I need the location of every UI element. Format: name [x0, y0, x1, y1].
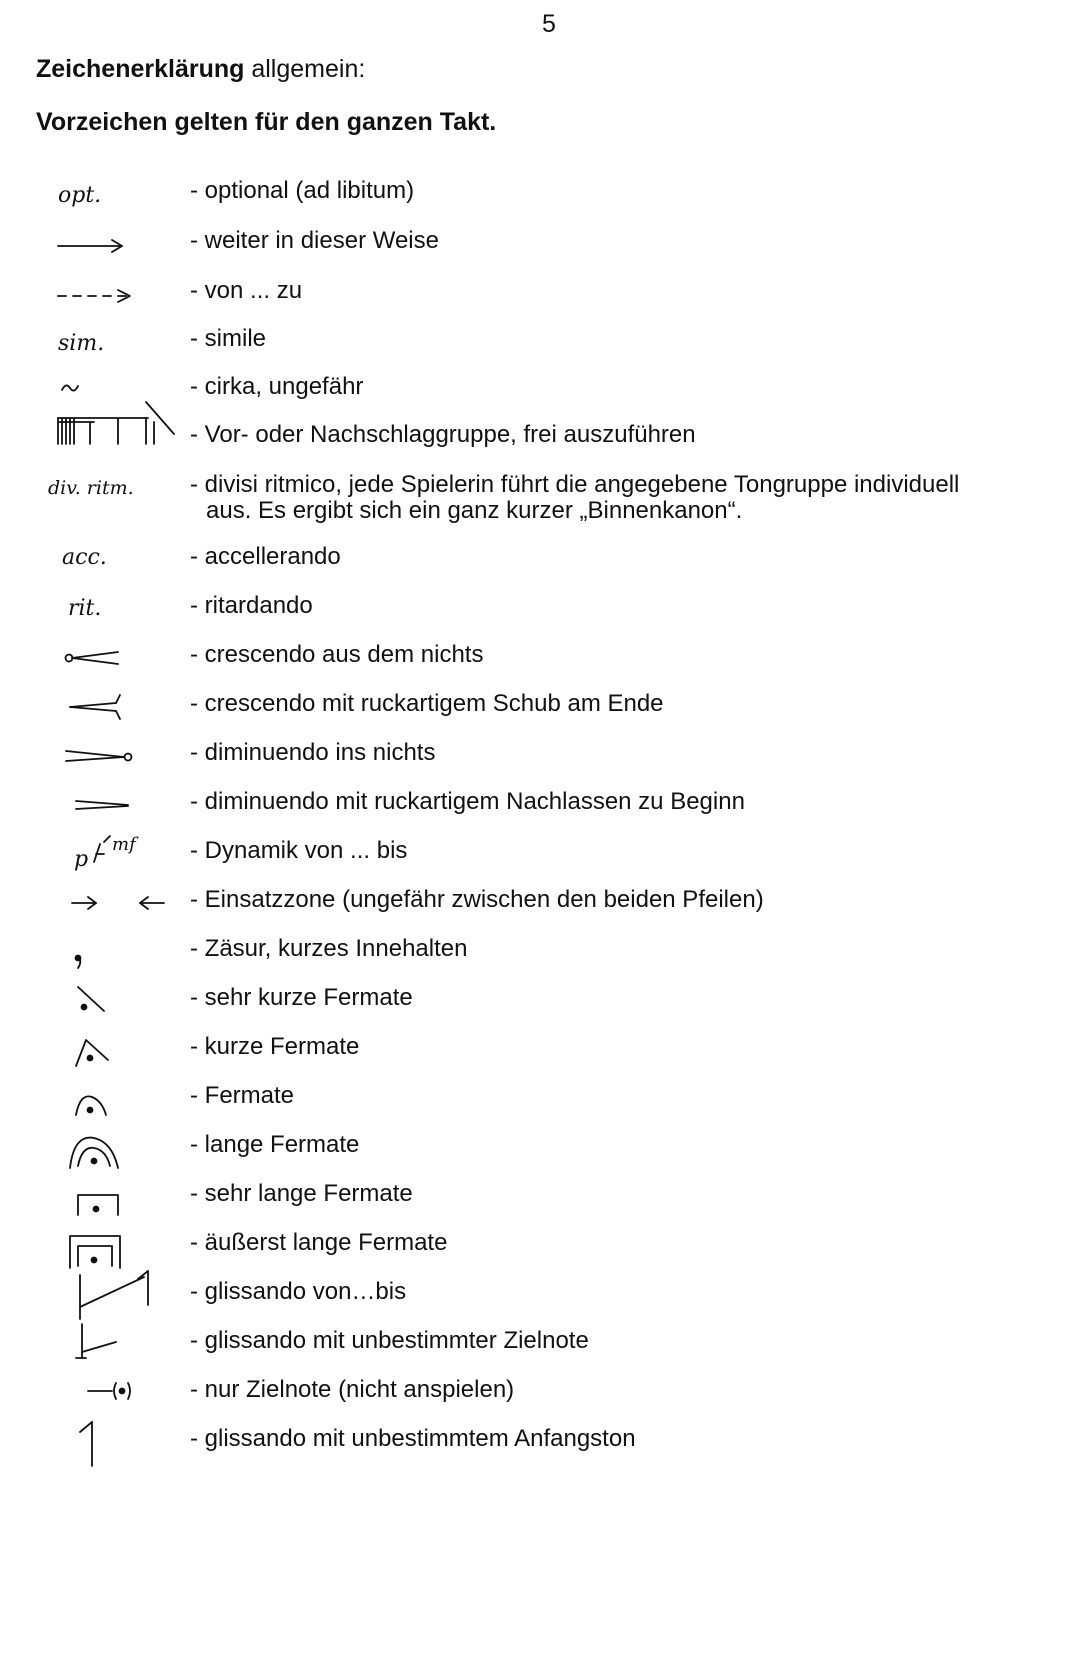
divisi-symbol [50, 464, 200, 512]
legend-text: - glissando mit unbestimmtem Anfangston [190, 1425, 636, 1452]
dynamic-range-icon [50, 830, 200, 878]
legend-text: - Zäsur, kurzes Innehalten [190, 935, 468, 962]
accelerando-symbol [50, 536, 200, 584]
legend-text: - Einsatzzone (ungefähr zwischen den beiden Pfeilen) [190, 886, 764, 913]
legend-text: - ritardando [190, 592, 313, 619]
ritardando-symbol [50, 585, 200, 633]
fermata-icon [50, 1075, 200, 1123]
arrow-right-icon [50, 220, 200, 268]
optional-symbol [50, 170, 200, 218]
legend-text-continued: aus. Es ergibt sich ein ganz kurzer „Binnenkanon“. [206, 497, 743, 524]
dashed-arrow-icon [50, 270, 200, 318]
short-fermata-icon [50, 1026, 200, 1074]
legend-text: - diminuendo ins nichts [190, 739, 436, 766]
glissando-from-to-icon [50, 1271, 200, 1319]
legend-text: - nur Zielnote (nicht anspielen) [190, 1376, 515, 1403]
legend-text: - sehr lange Fermate [190, 1180, 413, 1207]
legend-text: - optional (ad libitum) [190, 177, 415, 204]
acc-text: acc. [62, 545, 107, 570]
legend-text: - kurze Fermate [190, 1033, 360, 1060]
title-rest: allgemein: [244, 55, 366, 83]
legend-text: - divisi ritmico, jede Spielerin führt die angegebene Tongruppe individuell [190, 471, 960, 498]
diminuendo-to-nothing-icon [50, 732, 200, 780]
legend-text: - glissando mit unbestimmter Zielnote [190, 1327, 589, 1354]
very-long-fermata-icon [50, 1173, 200, 1221]
legend-text: - äußerst lange Fermate [190, 1229, 448, 1256]
simile-symbol [50, 318, 200, 366]
legend-text: - Vor- oder Nachschlaggruppe, frei auszuführen [190, 421, 696, 448]
sim-text: sim. [58, 331, 105, 356]
subtitle: Vorzeichen gelten für den ganzen Takt. [36, 108, 497, 136]
legend-text: - simile [190, 325, 266, 352]
legend-text: - diminuendo mit ruckartigem Nachlassen zu Beginn [190, 788, 745, 815]
glissando-undetermined-target-icon [50, 1320, 200, 1368]
legend-text: - glissando von…bis [190, 1278, 407, 1305]
legend-text: - cirka, ungefähr [190, 373, 364, 400]
grace-group-icon [50, 414, 200, 462]
legend-text: - sehr kurze Fermate [190, 984, 413, 1011]
long-fermata-icon [50, 1124, 200, 1172]
extremely-long-fermata-icon [50, 1222, 200, 1270]
legend-text: - von ... zu [190, 277, 303, 304]
legend-text: - crescendo aus dem nichts [190, 641, 484, 668]
div-text: div. ritm. [48, 477, 134, 499]
crescendo-from-nothing-icon [50, 634, 200, 682]
diminuendo-sudden-icon [50, 781, 200, 829]
entry-zone-icon [50, 879, 200, 927]
legend-text: - weiter in dieser Weise [190, 227, 439, 254]
caesura-icon [50, 928, 200, 976]
very-short-fermata-icon [50, 977, 200, 1025]
opt-text: opt. [58, 183, 102, 208]
legend-text: - accellerando [190, 543, 341, 570]
legend-text: - Dynamik von ... bis [190, 837, 408, 864]
legend-text: - crescendo mit ruckartigem Schub am Ende [190, 690, 664, 717]
glissando-undetermined-start-icon [50, 1418, 200, 1466]
page-number: 5 [542, 10, 556, 38]
crescendo-push-icon [50, 683, 200, 731]
legend-text: - lange Fermate [190, 1131, 360, 1158]
rit-text: rit. [68, 596, 102, 621]
tilde-icon [50, 366, 200, 414]
target-note-only-icon [50, 1369, 200, 1417]
dynamic-f-text: mf [112, 834, 136, 855]
title-bold: Zeichenerklärung [36, 55, 245, 83]
legend-text: - Fermate [190, 1082, 295, 1109]
legend-text-block [190, 472, 1050, 524]
dynamic-p-text: p [74, 847, 89, 872]
